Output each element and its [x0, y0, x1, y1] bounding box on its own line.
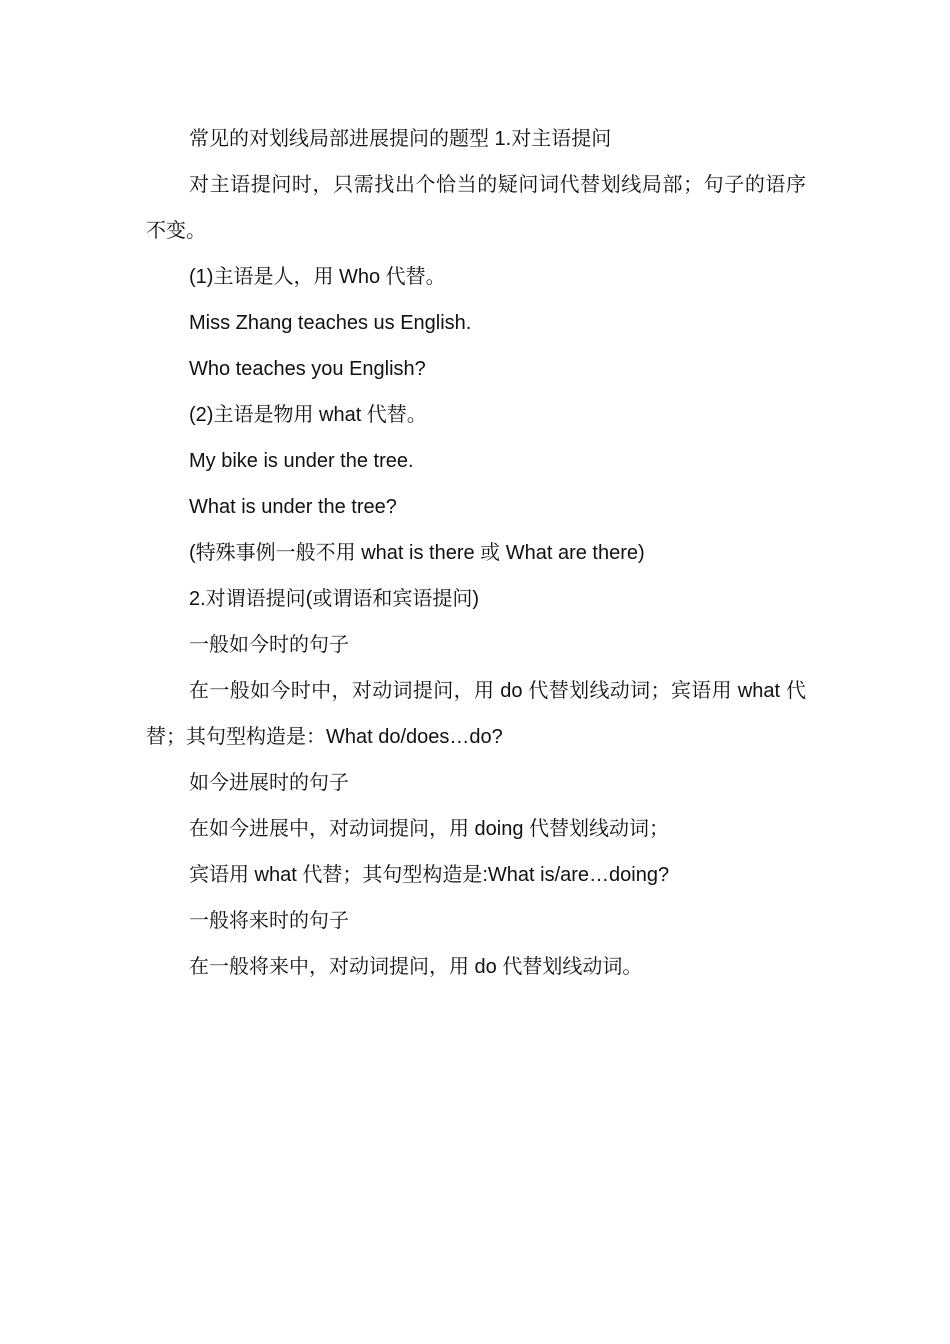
paragraph: (2)主语是物用 what 代替。 — [189, 404, 427, 426]
example-question: What is under the tree? — [189, 496, 397, 518]
paragraph: 在一般如今时中，对动词提问，用 do 代替划线动词；宾语用 what 代替；其句型构造是：What do/does…do? — [146, 680, 806, 748]
paragraph: 在如今进展中，对动词提问，用 doing 代替划线动词； — [189, 818, 670, 840]
paragraph-subheading: 一般将来时的句子 — [189, 910, 349, 932]
paragraph: (特殊事例一般不用 what is there 或 What are there) — [189, 542, 645, 564]
paragraph: 对主语提问时，只需找出个恰当的疑问词代替划线局部；句子的语序不变。 — [146, 174, 806, 242]
example-question: Who teaches you English? — [189, 358, 426, 380]
paragraph-heading: 2.对谓语提问(或谓语和宾语提问) — [189, 588, 479, 610]
paragraph-subheading: 如今进展时的句子 — [189, 772, 349, 794]
paragraph: (1)主语是人，用 Who 代替。 — [189, 266, 446, 288]
example-sentence: My bike is under the tree. — [189, 450, 414, 472]
paragraph-subheading: 一般如今时的句子 — [189, 634, 349, 656]
document-body — [146, 116, 806, 990]
example-sentence: Miss Zhang teaches us English. — [189, 312, 472, 334]
paragraph: 宾语用 what 代替；其句型构造是:What is/are…doing? — [189, 864, 670, 886]
paragraph-heading: 常见的对划线局部进展提问的题型 1.对主语提问 — [189, 128, 612, 150]
paragraph: 在一般将来中，对动词提问，用 do 代替划线动词。 — [189, 956, 643, 978]
